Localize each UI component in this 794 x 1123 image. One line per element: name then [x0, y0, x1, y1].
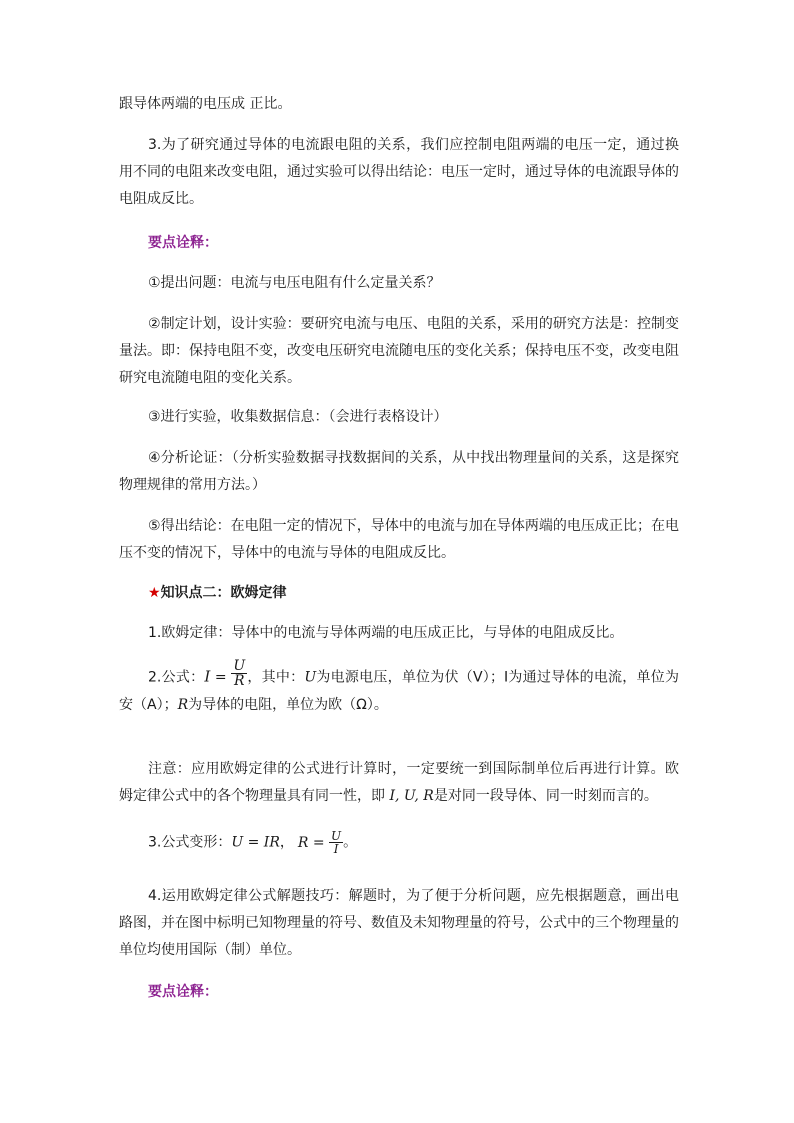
step-conduct-experiment: ③进行实验，收集数据信息：（会进行表格设计）	[148, 409, 448, 425]
formula-fraction	[231, 659, 247, 688]
transform-denominator: I	[333, 842, 339, 856]
heading-text: 知识点二：欧姆定律	[160, 585, 287, 601]
note-vars: I, U, R	[389, 788, 434, 804]
step-design-experiment: ②制定计划，设计实验：要研究电流与电压、电阻的关系，采用的研究方法是：控制变量法。即：保持电阻不变，改变电压研究电流随电压的变化关系；保持电压不变，改变电阻研究电流随电阻的变化关系。	[119, 316, 679, 386]
formula-equals: =	[210, 669, 232, 686]
paragraph-resistance-relation: 3.为了研究通过导体的电流跟电阻的关系，我们应控制电阻两端的电压一定，通过换用不同的电阻来改变电阻，通过实验可以得出结论：电压一定时，通过导体的电流跟导体的电阻成反比。	[119, 137, 679, 207]
note-text-pre: 注意：应用欧姆定律的公式进行计算时，一定要统一到国际制单位后再进行计算。欧姆定律公式中的各个物理量具有同一性，即	[119, 761, 679, 804]
transform-end: 。	[343, 834, 358, 851]
paragraph-tips: 4.运用欧姆定律公式解题技巧：解题时，为了便于分析问题，应先根据题意，画出电路图，并在图中标明已知物理量的符号、数值及未知物理量的符号，公式中的三个物理量的单位均使用国际（制）单位。	[119, 888, 679, 958]
transform-r-lhs: R =	[297, 834, 330, 851]
formula-text-1: ，其中：	[247, 669, 305, 686]
var-r: R	[177, 697, 189, 713]
step-conclusion: ⑤得出结论：在电阻一定的情况下，导体中的电流与加在导体两端的电压成正比；在电压不变的情况下，导体中的电流与导体的电阻成反比。	[119, 518, 679, 561]
section-heading-key-points: 要点诠释：	[148, 235, 218, 251]
paragraph-ohms-law: 1.欧姆定律：导体中的电流与导体两端的电压成正比，与导体的电阻成反比。	[148, 625, 624, 641]
section-heading-key-points-2: 要点诠释：	[148, 984, 218, 1000]
paragraph-formula-transform	[148, 830, 357, 855]
star-icon: ★	[148, 585, 161, 601]
transform-fraction	[329, 830, 343, 855]
transform-f1: U = IR	[231, 834, 280, 851]
var-u: U	[304, 669, 317, 686]
section-heading-ohms-law	[148, 583, 287, 603]
paragraph-note	[119, 756, 679, 810]
fraction-denominator: R	[233, 673, 245, 689]
step-raise-question: ①提出问题：电流与电压电阻有什么定量关系？	[148, 275, 441, 291]
step-analyze: ④分析论证：（分析实验数据寻找数据间的关系，从中找出物理量间的关系，这是探究物理规律的常用方法。）	[119, 450, 679, 493]
formula-lhs: I	[204, 667, 211, 686]
transform-sep: ，	[279, 834, 294, 851]
paragraph-formula	[119, 658, 680, 719]
note-text-post: 是对同一段导体、同一时刻而言的。	[433, 788, 658, 804]
transform-label: 3.公式变形：	[148, 834, 232, 851]
formula-label: 2.公式：	[148, 669, 205, 686]
formula-text-3: 为导体的电阻，单位为欧（Ω）。	[188, 697, 388, 713]
transform-numerator: U	[331, 829, 342, 843]
paragraph-voltage-proportional: 跟导体两端的电压成 正比。	[119, 96, 292, 112]
fraction-numerator: U	[233, 658, 246, 674]
formula-text-2: 为电源电压，单位为伏（V）；I为通过导体的电流，单位为安（A）；	[119, 669, 680, 713]
